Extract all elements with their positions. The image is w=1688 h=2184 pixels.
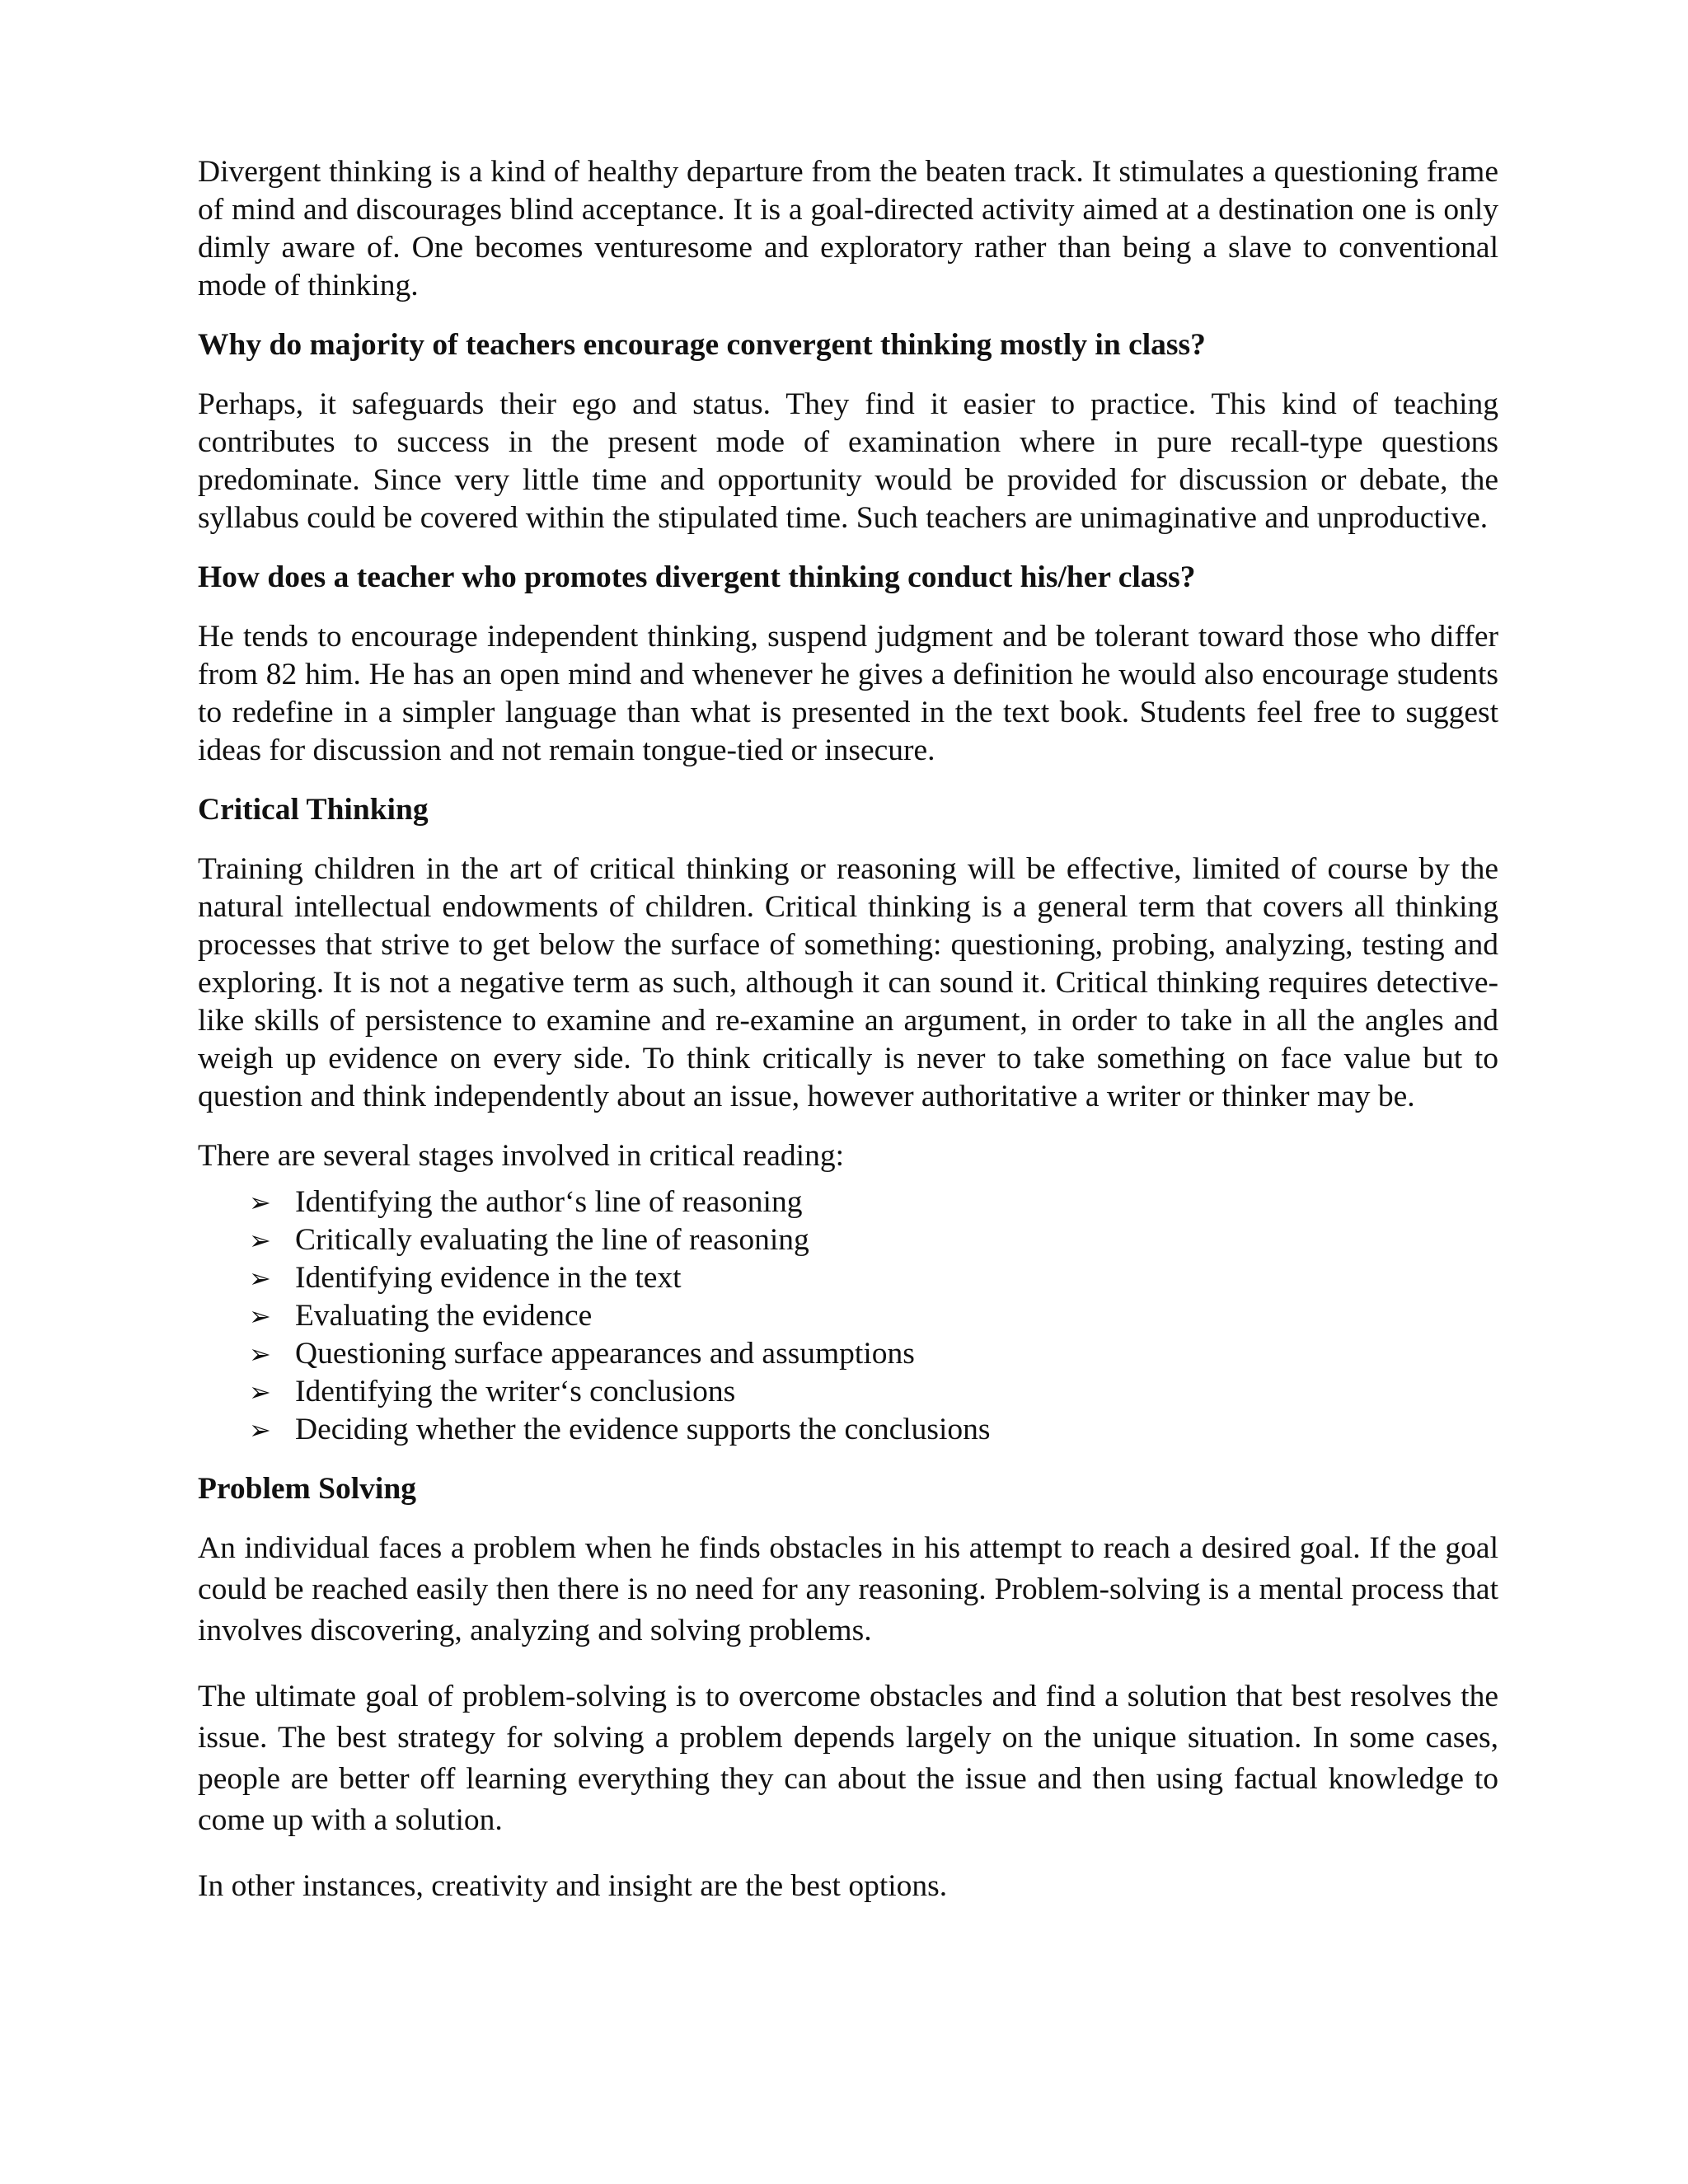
critical-reading-stages-list [198,1183,1498,1449]
heading-critical-thinking: Critical Thinking [198,793,429,827]
list-item [198,1373,1498,1411]
paragraph-divergent-thinking: Divergent thinking is a kind of healthy departure from the beaten track. It stimulates a questioning frame of mind and discourages blind acceptance. It is a goal-directed activity aimed at a destination one is only dimly aware of. One becomes venturesome and exploratory rather than being a slave to conventional mode of thinking. [198,155,1498,302]
list-item-text: Identifying the writer‘s conclusions [295,1375,736,1408]
paragraph-divergent-answer: He tends to encourage independent thinking, suspend judgment and be tolerant toward those who differ from 82 him. He has an open mind and whenever he gives a definition he would also encourage students to redefine in a simpler language than what is presented in the text book. Students feel free to suggest ideas for discussion and not remain tongue-tied or insecure. [198,620,1498,767]
list-item-text: Evaluating the evidence [295,1299,593,1333]
paragraph-problem-goal: The ultimate goal of problem-solving is to overcome obstacles and find a solution that best resolves the issue. The best strategy for solving a problem depends largely on the unique situation. In some cases, people are better off learning everything they can about the issue and then using factual knowledge to come up with a solution. [198,1680,1498,1837]
list-item-text: Deciding whether the evidence supports the conclusions [295,1413,991,1446]
arrow-bullet-icon: ➢ [249,1225,271,1256]
heading-problem-solving: Problem Solving [198,1472,416,1506]
list-item [198,1335,1498,1373]
arrow-bullet-icon: ➢ [249,1376,271,1408]
list-item [198,1221,1498,1259]
list-item-text: Questioning surface appearances and assumptions [295,1337,915,1371]
list-item [198,1411,1498,1449]
arrow-bullet-icon: ➢ [249,1187,271,1218]
paragraph-convergent-answer: Perhaps, it safeguards their ego and status. They find it easier to practice. This kind of teaching contributes to success in the present mode of examination where in pure recall-type questions predominate. Since very little time and opportunity would be provided for discussion or debate, the syllabus could be covered within the stipulated time. Such teachers are unimaginative and unproductive. [198,387,1498,535]
list-item-text: Critically evaluating the line of reasoning [295,1223,809,1257]
paragraph-stages-intro: There are several stages involved in critical reading: [198,1139,845,1173]
list-item-text: Identifying evidence in the text [295,1261,682,1295]
list-item [198,1259,1498,1297]
list-item-text: Identifying the author‘s line of reasoning [295,1185,803,1219]
list-item [198,1183,1498,1221]
arrow-bullet-icon: ➢ [249,1414,271,1446]
paragraph-creativity-insight: In other instances, creativity and insight are the best options. [198,1869,948,1903]
heading-convergent-question: Why do majority of teachers encourage convergent thinking mostly in class? [198,328,1206,362]
heading-divergent-question: How does a teacher who promotes divergent thinking conduct his/her class? [198,560,1196,594]
paragraph-critical-thinking: Training children in the art of critical thinking or reasoning will be effective, limited of course by the natural intellectual endowments of children. Critical thinking is a general term that covers all thinking processes that strive to get below the surface of something: questioning, probing, analyzing, testing and exploring. It is not a negative term as such, although it can sound it. Critical thinking requires detective-like skills of persistence to examine and re-examine an argument, in order to take in all the angles and weigh up evidence on every side. To think critically is never to take something on face value but to question and think independently about an issue, however authoritative a writer or thinker may be. [198,852,1498,1113]
arrow-bullet-icon: ➢ [249,1338,271,1370]
arrow-bullet-icon: ➢ [249,1263,271,1294]
arrow-bullet-icon: ➢ [249,1301,271,1332]
document-page [198,153,1498,1932]
paragraph-problem-definition: An individual faces a problem when he finds obstacles in his attempt to reach a desired goal. If the goal could be reached easily then there is no need for any reasoning. Problem-solving is a mental process that involves discovering, analyzing and solving problems. [198,1531,1498,1647]
list-item [198,1297,1498,1335]
